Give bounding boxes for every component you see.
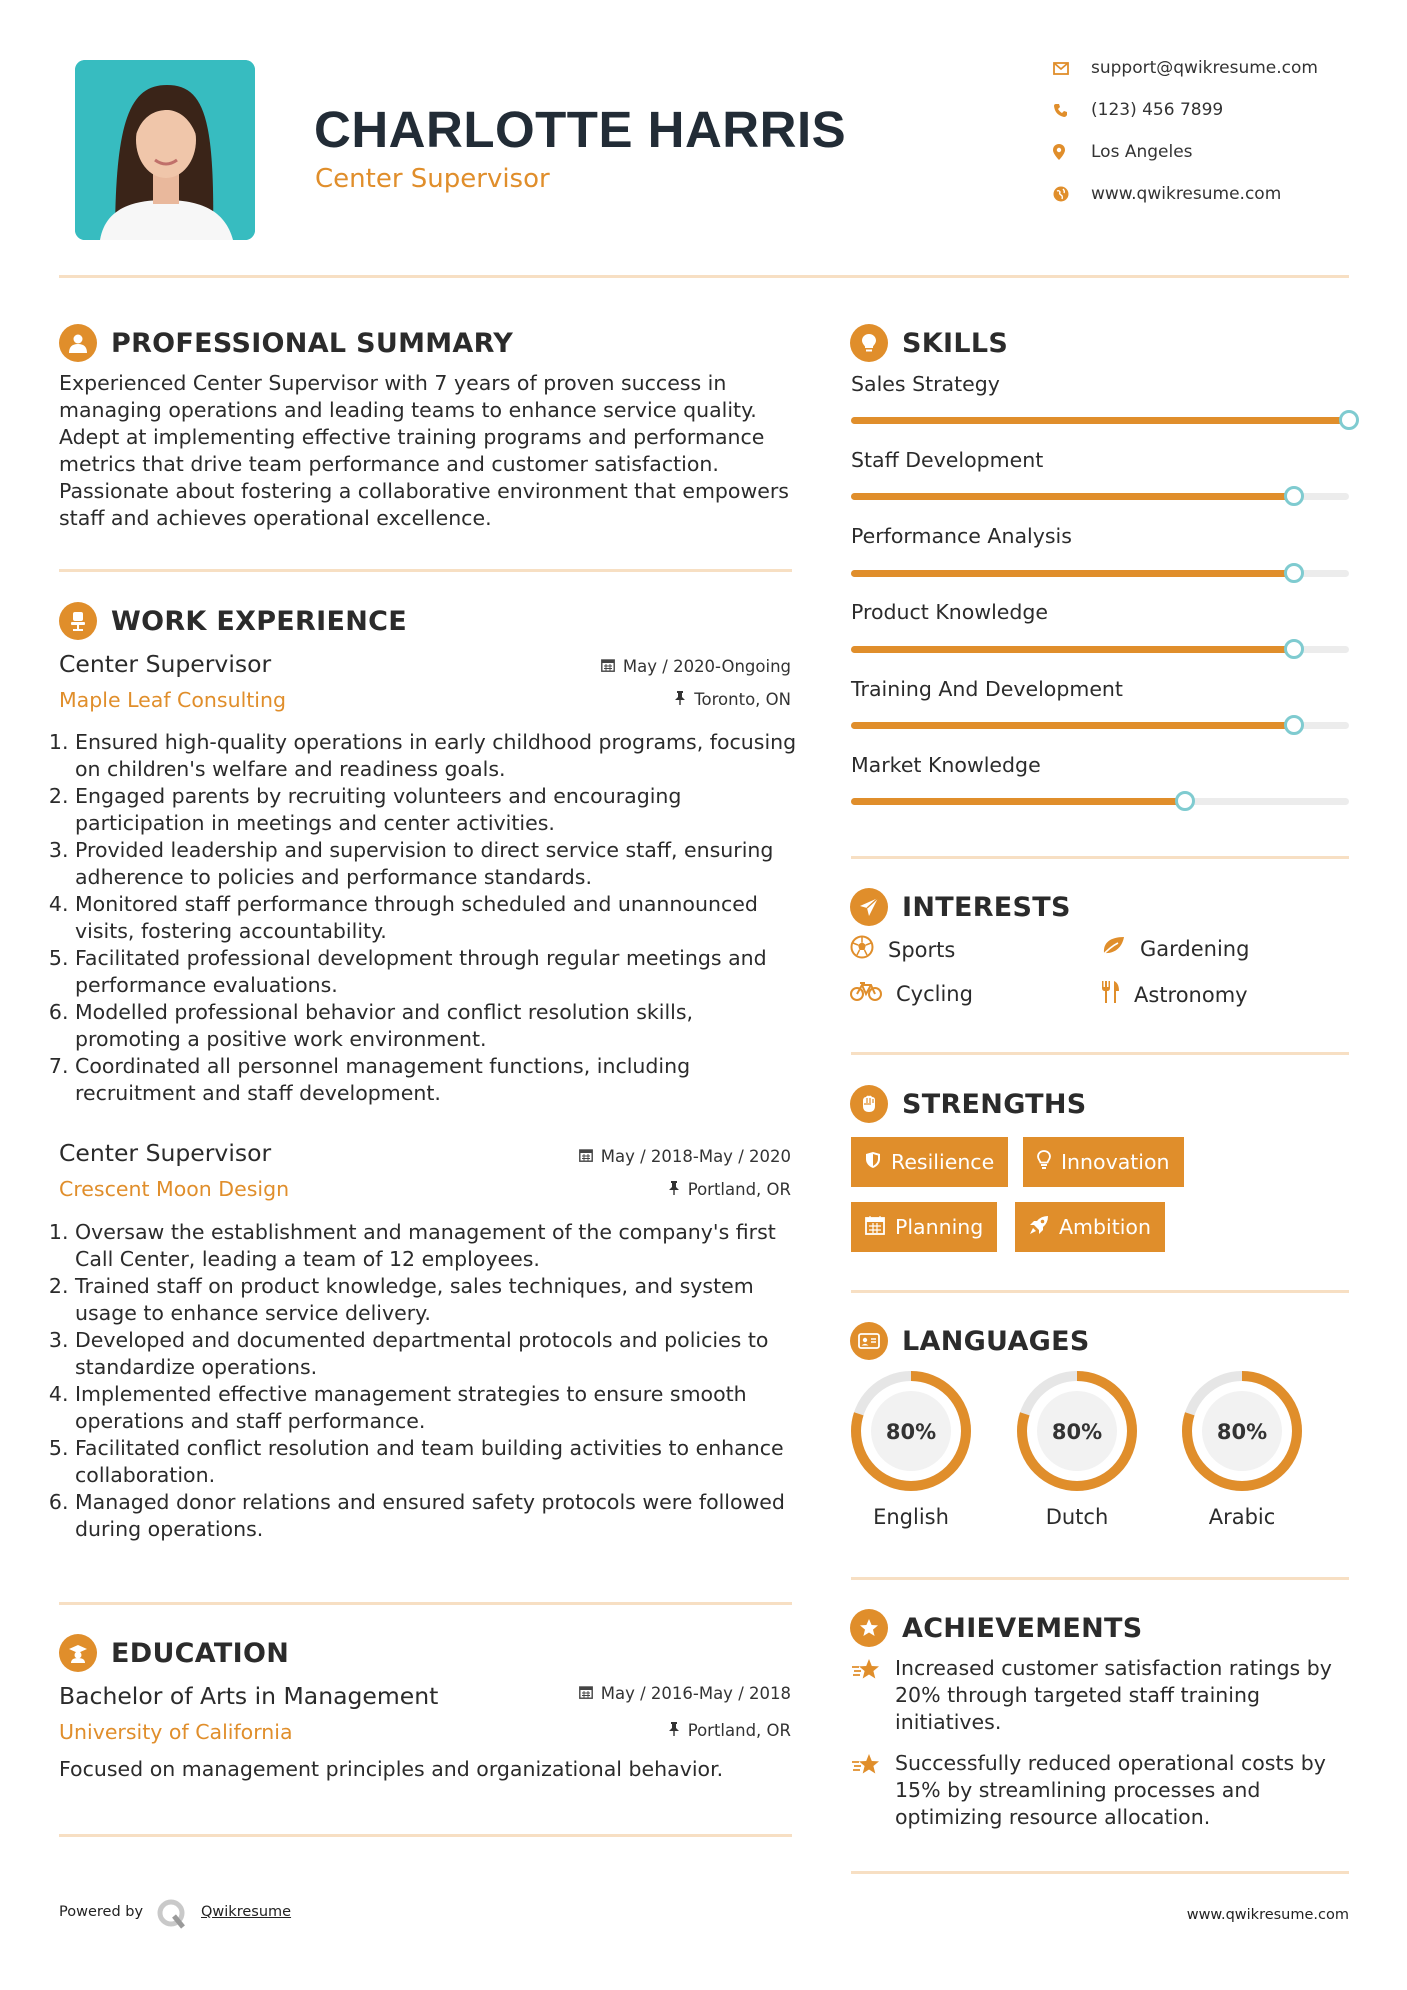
job-2-dates	[579, 1147, 791, 1166]
contact-phone-text: (123) 456 7899	[1091, 100, 1224, 120]
shield-icon	[865, 1150, 881, 1174]
strength-chip-ambition	[1015, 1202, 1165, 1252]
skill-bar-knob	[1284, 486, 1304, 506]
contact-email[interactable]	[1053, 58, 1318, 78]
education-school: University of California	[59, 1720, 293, 1744]
profile-photo	[75, 60, 255, 240]
leaf-icon	[1100, 935, 1126, 962]
education-location-text: Portland, OR	[687, 1721, 791, 1740]
person-photo-icon	[75, 60, 255, 240]
achievement-text: Successfully reduced operational costs by 15% by streamlining processes and optimizing resource allocation.	[895, 1751, 1326, 1829]
skill-bar	[851, 798, 1349, 805]
paper-plane-icon	[850, 888, 888, 926]
lightbulb-icon	[1037, 1150, 1051, 1175]
interest-astronomy	[1100, 980, 1248, 1009]
interest-sports	[850, 935, 955, 964]
skill-bar	[851, 646, 1349, 653]
envelope-icon	[1053, 62, 1091, 75]
skill-bar-fill	[851, 798, 1185, 805]
skill-bar	[851, 493, 1349, 500]
interests-heading	[850, 888, 1071, 926]
interest-gardening	[1100, 935, 1249, 962]
strength-label: Resilience	[891, 1150, 995, 1174]
skill-label: Training And Development	[851, 677, 1123, 701]
strengths-heading	[850, 1085, 1087, 1123]
achievement-item	[851, 1750, 1351, 1831]
pushpin-icon	[668, 1180, 680, 1199]
lightbulb-icon	[850, 324, 888, 362]
education-dates-text: May / 2016-May / 2018	[600, 1684, 791, 1703]
experience-heading-text: WORK EXPERIENCE	[111, 605, 407, 637]
list-item: 6. Managed donor relations and ensured safety protocols were followed during operations.	[75, 1489, 800, 1543]
job-2-responsibilities	[55, 1219, 800, 1543]
language-percent: 80%	[1216, 1420, 1268, 1444]
contact-website-text: www.qwikresume.com	[1091, 184, 1282, 204]
job-1-title: Center Supervisor	[59, 650, 272, 678]
contact-location-text: Los Angeles	[1091, 142, 1193, 162]
interest-label: Cycling	[896, 981, 973, 1006]
skill-bar-knob	[1284, 715, 1304, 735]
contact-location	[1053, 142, 1193, 162]
phone-icon	[1053, 103, 1091, 118]
user-icon	[59, 324, 97, 362]
id-card-icon	[850, 1322, 888, 1360]
chair-icon	[59, 602, 97, 640]
footer-powered-by: Powered by	[59, 1904, 144, 1920]
qwikresume-logo-icon	[156, 1898, 188, 1930]
skills-divider	[851, 856, 1349, 859]
donut-chart	[1016, 1370, 1138, 1492]
achievement-text: Increased customer satisfaction ratings by 20% through targeted staff training initiatives.	[895, 1656, 1332, 1734]
job-1-location-text: Toronto, ON	[694, 690, 791, 709]
achievements-heading-text: ACHIEVEMENTS	[902, 1612, 1143, 1644]
skill-label: Sales Strategy	[851, 372, 1000, 396]
language-percent: 80%	[1051, 1420, 1103, 1444]
list-item: 1. Oversaw the establishment and management of the company's first Call Center, leading a team of 12 employees.	[75, 1219, 800, 1273]
language-label: English	[873, 1505, 949, 1529]
language-donut-dutch	[1016, 1370, 1138, 1492]
summary-heading-text: PROFESSIONAL SUMMARY	[111, 327, 514, 359]
interest-label: Gardening	[1140, 936, 1250, 961]
header-divider	[59, 275, 1349, 278]
list-item: 5. Facilitated conflict resolution and team building activities to enhance collaboration.	[75, 1435, 800, 1489]
bicycle-icon	[850, 980, 882, 1007]
calendar-icon	[601, 657, 615, 676]
list-item: 7. Coordinated all personnel management functions, including recruitment and staff development.	[75, 1053, 800, 1107]
strength-label: Innovation	[1061, 1150, 1170, 1174]
donut-chart	[850, 1370, 972, 1492]
experience-divider	[59, 1602, 792, 1605]
candidate-name: CHARLOTTE HARRIS	[314, 101, 847, 158]
job-1-dates	[601, 657, 791, 676]
list-item: 5. Facilitated professional development through regular meetings and performance evaluations.	[75, 945, 800, 999]
list-item: 3. Provided leadership and supervision to direct service staff, ensuring adherence to policies and performance standards.	[75, 837, 800, 891]
list-item: 1. Ensured high-quality operations in early childhood programs, focusing on children's welfare and readiness goals.	[75, 729, 800, 783]
strengths-divider	[851, 1290, 1349, 1293]
skills-heading	[850, 324, 1008, 362]
strength-chip-innovation	[1023, 1137, 1184, 1187]
job-1-responsibilities	[55, 729, 800, 1107]
language-donut-english	[850, 1370, 972, 1492]
education-heading-text: EDUCATION	[111, 1637, 290, 1669]
strength-label: Ambition	[1059, 1215, 1151, 1239]
star-icon	[851, 1655, 883, 1736]
skill-bar-knob	[1339, 410, 1359, 430]
rocket-icon	[1029, 1215, 1049, 1240]
achievement-item	[851, 1655, 1351, 1736]
education-dates	[579, 1684, 791, 1703]
footer-url[interactable]: www.qwikresume.com	[1186, 1907, 1349, 1923]
list-item: 2. Engaged parents by recruiting volunteers and encouraging participation in meetings and center activities.	[75, 783, 800, 837]
fist-icon	[850, 1085, 888, 1123]
skill-label: Performance Analysis	[851, 524, 1072, 548]
strength-label: Planning	[895, 1215, 984, 1239]
strength-chip-resilience	[851, 1137, 1008, 1187]
skill-bar-fill	[851, 570, 1294, 577]
job-2-dates-text: May / 2018-May / 2020	[600, 1147, 791, 1166]
skill-bar-knob	[1175, 791, 1195, 811]
experience-heading	[59, 602, 407, 640]
skill-bar-fill	[851, 722, 1294, 729]
job-2-title: Center Supervisor	[59, 1139, 272, 1167]
job-1-dates-text: May / 2020-Ongoing	[622, 657, 791, 676]
skill-label: Market Knowledge	[851, 753, 1041, 777]
soccer-ball-icon	[850, 935, 874, 964]
interest-label: Sports	[888, 937, 956, 962]
skill-bar-fill	[851, 493, 1294, 500]
education-heading	[59, 1634, 289, 1672]
interest-label: Astronomy	[1134, 982, 1248, 1007]
job-1-location	[674, 690, 791, 709]
skills-heading-text: SKILLS	[902, 327, 1009, 359]
language-label: Dutch	[1045, 1505, 1109, 1529]
calendar-icon	[579, 1684, 593, 1703]
skill-bar	[851, 570, 1349, 577]
skill-bar-knob	[1284, 639, 1304, 659]
candidate-title: Center Supervisor	[315, 164, 550, 194]
strength-chip-planning	[851, 1202, 997, 1252]
list-item: 2. Trained staff on product knowledge, sales techniques, and system usage to enhance service delivery.	[75, 1273, 800, 1327]
strengths-heading-text: STRENGTHS	[902, 1088, 1087, 1120]
job-2-location	[668, 1180, 791, 1199]
graduate-icon	[59, 1634, 97, 1672]
pushpin-icon	[674, 690, 686, 709]
language-donut-arabic	[1181, 1370, 1303, 1492]
footer-brand-link[interactable]: Qwikresume	[201, 1904, 292, 1920]
summary-heading	[59, 324, 513, 362]
globe-icon	[1053, 186, 1091, 202]
skill-bar-knob	[1284, 563, 1304, 583]
languages-divider	[851, 1577, 1349, 1580]
job-1-company: Maple Leaf Consulting	[59, 688, 287, 712]
calendar-icon	[579, 1147, 593, 1166]
languages-heading	[850, 1322, 1090, 1360]
achievements-divider	[851, 1871, 1349, 1874]
location-pin-icon	[1053, 144, 1091, 160]
skill-bar-fill	[851, 646, 1294, 653]
pushpin-icon	[668, 1721, 680, 1740]
calendar-icon	[865, 1215, 885, 1240]
list-item: 3. Developed and documented departmental protocols and policies to standardize operations.	[75, 1327, 800, 1381]
skill-bar	[851, 417, 1349, 424]
skill-bar-fill	[851, 417, 1349, 424]
skill-label: Staff Development	[851, 448, 1044, 472]
contact-phone[interactable]	[1053, 100, 1223, 120]
languages-heading-text: LANGUAGES	[902, 1325, 1090, 1357]
education-divider	[59, 1834, 792, 1837]
skill-label: Product Knowledge	[851, 600, 1049, 624]
list-item: 4. Monitored staff performance through scheduled and unannounced visits, fostering accountability.	[75, 891, 800, 945]
summary-divider	[59, 569, 792, 572]
donut-chart	[1181, 1370, 1303, 1492]
job-2-company: Crescent Moon Design	[59, 1177, 290, 1201]
achievements-heading	[850, 1609, 1143, 1647]
star-icon	[851, 1750, 883, 1831]
contact-website[interactable]	[1053, 184, 1281, 204]
education-description: Focused on management principles and organizational behavior.	[59, 1757, 724, 1781]
interests-heading-text: INTERESTS	[902, 891, 1071, 923]
language-percent: 80%	[885, 1420, 937, 1444]
contact-email-text: support@qwikresume.com	[1091, 58, 1318, 78]
utensils-icon	[1100, 980, 1120, 1009]
interest-cycling	[850, 980, 973, 1007]
education-degree: Bachelor of Arts in Management	[59, 1682, 439, 1710]
skill-bar	[851, 722, 1349, 729]
interests-divider	[851, 1052, 1349, 1055]
list-item: 4. Implemented effective management strategies to ensure smooth operations and staff performance.	[75, 1381, 800, 1435]
star-badge-icon	[850, 1609, 888, 1647]
job-2-location-text: Portland, OR	[687, 1180, 791, 1199]
summary-text: Experienced Center Supervisor with 7 years of proven success in managing operations and leading teams to enhance service quality. Adept at implementing effective training programs and performance metrics that drive team performance and customer satisfaction. Passionate about fostering a collaborative environment that empowers staff and achieves operational excellence.	[59, 371, 789, 530]
list-item: 6. Modelled professional behavior and conflict resolution skills, promoting a positive work environment.	[75, 999, 800, 1053]
language-label: Arabic	[1208, 1505, 1276, 1529]
education-location	[668, 1721, 791, 1740]
